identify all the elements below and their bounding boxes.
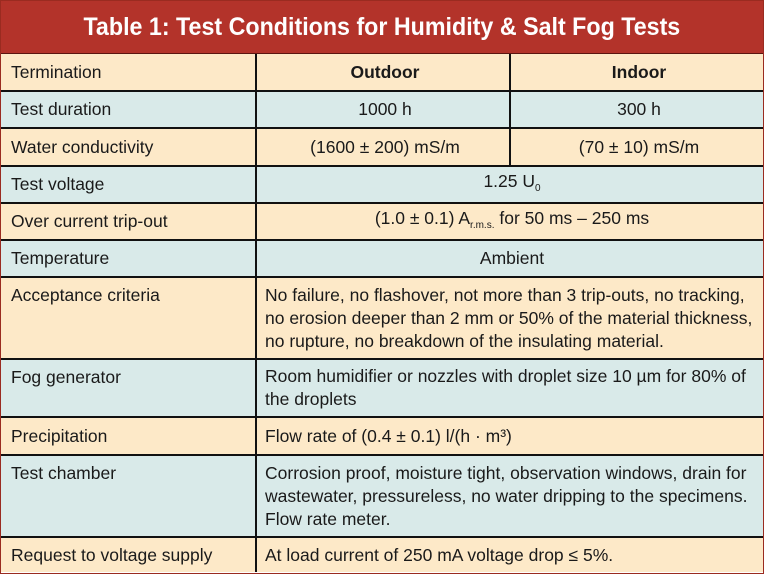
test-conditions-table bbox=[1, 54, 763, 572]
test-voltage-subscript: 0 bbox=[535, 182, 541, 194]
row-label-voltage-supply: Request to voltage supply bbox=[1, 537, 256, 572]
row-label-test-voltage: Test voltage bbox=[1, 166, 256, 203]
over-current-duration: for 50 ms – 250 ms bbox=[494, 207, 650, 228]
cell-temperature: Ambient bbox=[256, 240, 763, 277]
table-row bbox=[1, 128, 763, 166]
row-label-acceptance-criteria: Acceptance criteria bbox=[1, 277, 256, 359]
table-title: Table 1: Test Conditions for Humidity & Salt Fog Tests bbox=[83, 12, 681, 41]
row-label-water-conductivity: Water conductivity bbox=[1, 128, 256, 166]
row-label-precipitation: Precipitation bbox=[1, 417, 256, 455]
row-label-test-chamber: Test chamber bbox=[1, 455, 256, 537]
table-row bbox=[1, 277, 763, 359]
table-title-bar bbox=[1, 1, 763, 54]
cell-acceptance-criteria: No failure, no flashover, not more than 3 trip-outs, no tracking, no erosion deeper than 2 mm or 50% of the material thickness, no rupture, no breakdown of the insulating material. bbox=[256, 277, 763, 359]
table-row bbox=[1, 54, 763, 91]
column-header-indoor: Indoor bbox=[510, 54, 763, 91]
cell-voltage-supply: At load current of 250 mA voltage drop ≤ 5%. bbox=[256, 537, 763, 572]
table-row bbox=[1, 166, 763, 203]
table-row bbox=[1, 359, 763, 417]
row-label-fog-generator: Fog generator bbox=[1, 359, 256, 417]
row-label-over-current: Over current trip-out bbox=[1, 203, 256, 240]
cell-conductivity-outdoor: (1600 ± 200) mS/m bbox=[256, 128, 510, 166]
cell-fog-generator: Room humidifier or nozzles with droplet size 10 µm for 80% of the droplets bbox=[256, 359, 763, 417]
table-row bbox=[1, 203, 763, 240]
cell-test-voltage bbox=[256, 166, 763, 203]
cell-test-chamber: Corrosion proof, moisture tight, observation windows, drain for wastewater, pressureless, no water dripping to the specimens. Flow rate meter. bbox=[256, 455, 763, 537]
table-row bbox=[1, 455, 763, 537]
test-voltage-value: 1.25 U bbox=[483, 170, 535, 191]
table-row bbox=[1, 537, 763, 572]
table-row bbox=[1, 240, 763, 277]
table-row bbox=[1, 91, 763, 128]
cell-duration-indoor: 300 h bbox=[510, 91, 763, 128]
cell-precipitation: Flow rate of (0.4 ± 0.1) l/(h · m³) bbox=[256, 417, 763, 455]
cell-conductivity-indoor: (70 ± 10) mS/m bbox=[510, 128, 763, 166]
over-current-subscript: r.m.s. bbox=[470, 219, 495, 231]
row-label-test-duration: Test duration bbox=[1, 91, 256, 128]
cell-over-current bbox=[256, 203, 763, 240]
cell-duration-outdoor: 1000 h bbox=[256, 91, 510, 128]
table-row bbox=[1, 417, 763, 455]
row-label-termination: Termination bbox=[1, 54, 256, 91]
row-label-temperature: Temperature bbox=[1, 240, 256, 277]
column-header-outdoor: Outdoor bbox=[256, 54, 510, 91]
over-current-value: (1.0 ± 0.1) A bbox=[374, 207, 471, 228]
